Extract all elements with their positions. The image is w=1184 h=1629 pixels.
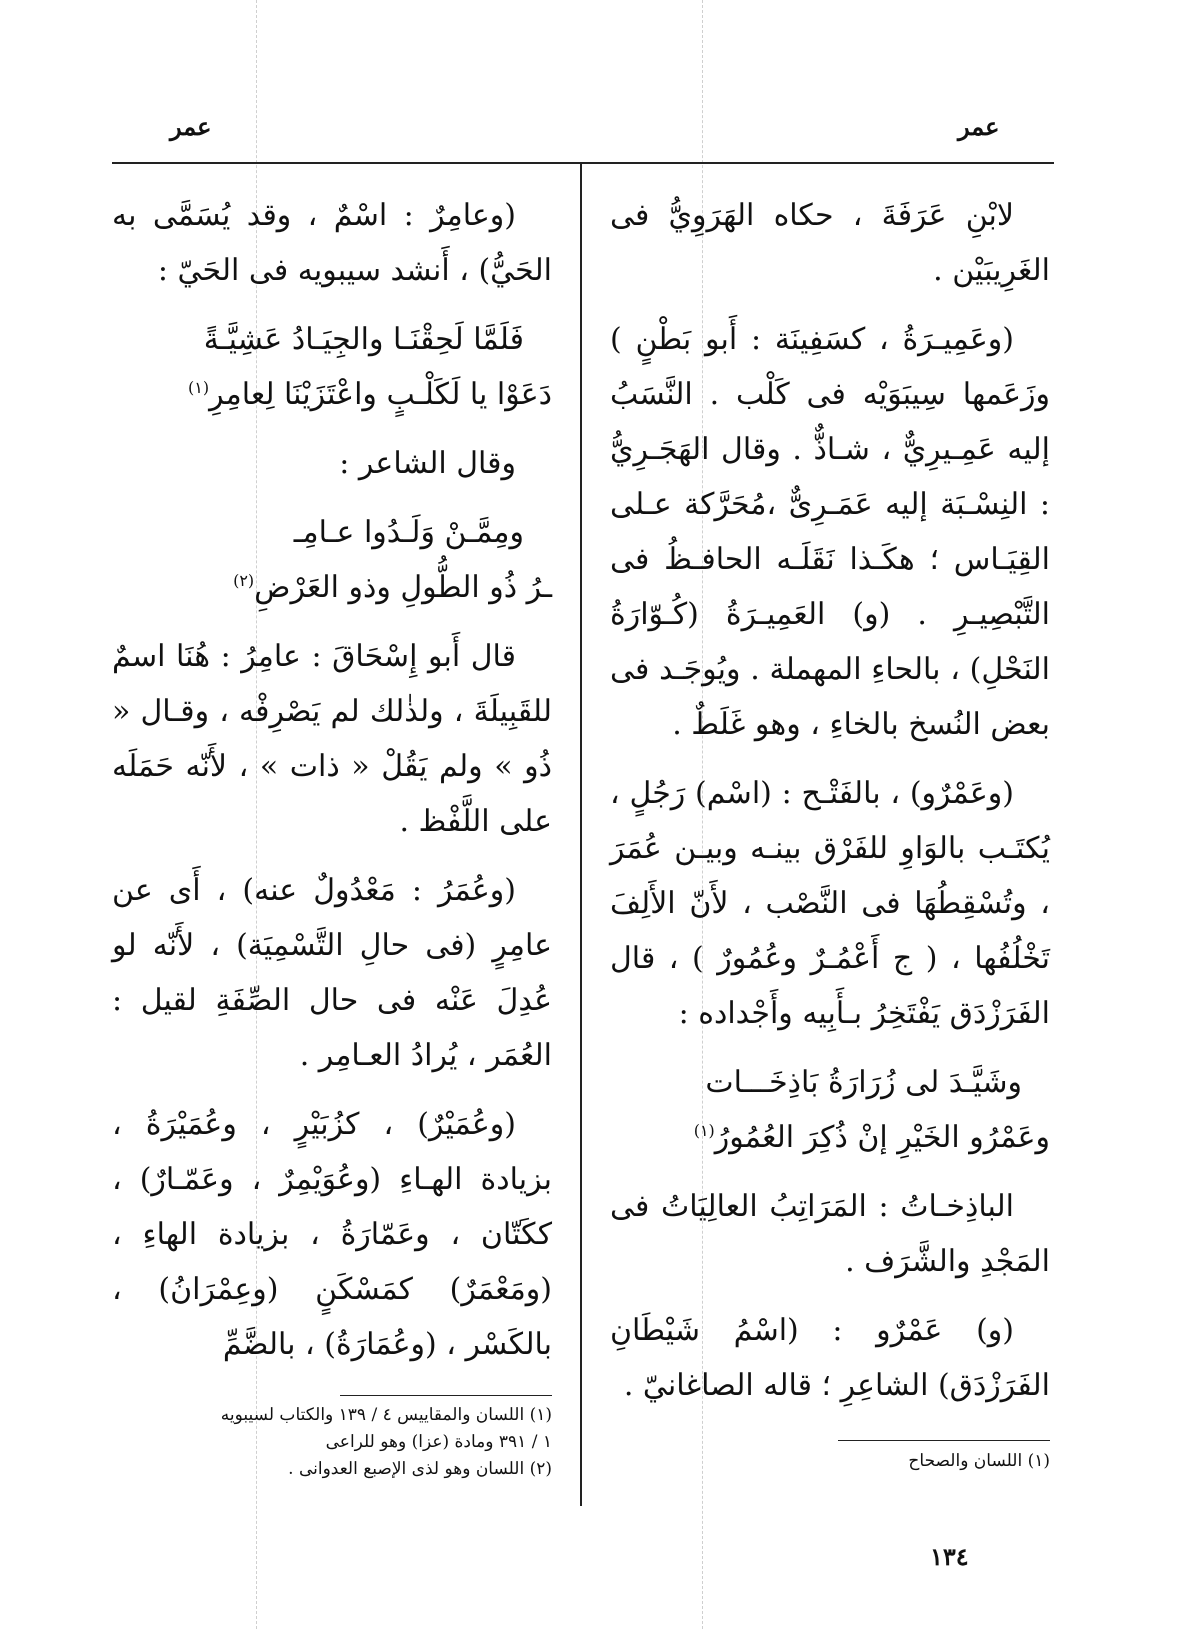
page-number: ١٣٤ — [930, 1542, 969, 1571]
left-paragraph: (وعامِرٌ : اسْمٌ ، وقد يُسَمَّى به الحَيُّ) ، أَنشد سيبويه فى الحَيّ : — [112, 198, 552, 288]
verse-second-text: وعَمْرُو الخَيْرِ إنْ ذُكِرَ العُمُورُ — [714, 1120, 1050, 1155]
left-column — [112, 188, 552, 1386]
verse — [610, 1055, 1050, 1165]
right-paragraph: (و) عَمْرٌو : (اسْمُ شَيْطَانِ الفَرَزْدَق) الشاعِرِ ؛ قاله الصاغانيّ . — [610, 1313, 1050, 1403]
verse-second-hemistich — [112, 560, 552, 615]
footnote-reference: (١) — [188, 378, 210, 397]
footnote-line: (٢) اللسان وهو لذى الإصبع العدوانى . — [288, 1459, 552, 1479]
verse-first-hemistich: وشَيَّـدَ لى زُرَارَةُ بَاذِخَـــات — [705, 1065, 1022, 1100]
verse-second-hemistich — [610, 1110, 1050, 1165]
header-word-right: عمر — [958, 112, 1000, 141]
footnote-reference: (٢) — [233, 571, 255, 590]
footnote-line: (١) اللسان والمقاييس ٤ / ١٣٩ والكتاب لسيبويه — [220, 1405, 552, 1425]
left-paragraph: قال أَبو إِسْحَاقَ : عامِرُ : هُنَا اسمٌ للقَبِيلَةَ ، ولذٰلك لم يَصْرِفْه ، وقـال « ذُو » ولم يَقُلْ « ذات » ، لأَنّه حَمَلَه على اللَّفْظ . — [112, 639, 552, 839]
verse — [112, 312, 552, 422]
verse-first-hemistich: فَلَمَّا لَحِقْنَـا والجِيَـادُ عَشِيَّـةً — [203, 322, 524, 357]
verse — [112, 505, 552, 615]
footnote-rule-left — [340, 1395, 552, 1396]
verse-second-text: ـرُ ذُو الطُّولِ وذو العَرْضِ — [254, 570, 552, 605]
footnotes-right — [610, 1448, 1050, 1475]
footnote-line: ١ / ٣٩١ ومادة (عزا) وهو للراعى — [325, 1432, 552, 1452]
right-column — [610, 188, 1050, 1427]
footnote-reference: (١) — [693, 1121, 715, 1140]
right-paragraph: (وعَمْرٌو) ، بالفَتْـح : (اسْم) رَجُلٍ ، يُكتَـب بالوَاوِ للفَرْق بينـه وبيـن عُمَرَ ، وتُسْقِطُهَا فى النَّصْب ، لأَنّ الأَلِفَ تَخْلُفُها ، ( ج أَعْمُـرٌ وعُمُورٌ ) ، قال الفَرَزْدَق يَفْتَخِرُ بـأَبِيه وأَجْداده : — [610, 776, 1050, 1031]
verse-first-hemistich: ومِمَّـنْ وَلَـدُوا عـامِـ — [293, 515, 524, 550]
column-divider — [580, 163, 582, 1506]
header-word-left: عمر — [170, 112, 212, 141]
footnotes-left — [112, 1402, 552, 1483]
verse-second-hemistich — [112, 367, 552, 422]
right-paragraph: لابْنِ عَرَفَةَ ، حكاه الهَرَوِيُّ فى الغَرِيبَيْن . — [610, 198, 1050, 288]
right-paragraph: (وعَمِيـرَةُ ، كسَفِينَة : أَبو بَطْنٍ ) وزَعَمها سِيبَوَيْه فى كَلْب . النَّسَبُ إليه عَمِـيرِيٌّ ، شـاذٌّ . وقال الهَجَـرِيُّ : النِسْـبَة إليه عَمَـرِىٌّ ،مُحَرَّكة عـلى القِيَـاس ؛ هكَـذا نَقَلَـه الحافـظُ فى التَّبْصِيـرِ . (و) العَمِيـرَةُ (كُـوّارَةُ النَحْلِ) ، بالحاءِ المهملة . ويُوجَـد فى بعض النُسخ بالخاءِ ، وهو غَلَطٌ . — [610, 322, 1050, 742]
footnote-line: (١) اللسان والصحاح — [908, 1451, 1050, 1471]
left-paragraph: (وعُمَيْرٌ) ، كزُبَيْرٍ ، وعُمَيْرَةُ ، بزيادة الهـاءِ (وعُوَيْمِرٌ ، وعَمّـارٌ) ، ككَتّان ، وعَمّارَةُ ، بزيادة الهاءِ ، (ومَعْمَرٌ) كمَسْكَنٍ (وعِمْرَانُ) ، بالكَسْر ، (وعُمَارَةُ) ، بالضَّمِّ — [112, 1107, 552, 1362]
left-paragraph: وقال الشاعر : — [339, 446, 516, 481]
footnote-rule-right — [838, 1440, 1050, 1441]
left-paragraph: (وعُمَرُ : مَعْدُولٌ عنه) ، أَى عن عامِرٍ (فى حالِ التَّسْمِيَة) ، لأَنّه لو عُدِلَ عَنْه فى حال الصِّفَةِ لقيل : العُمَر ، يُرادُ العـامِر . — [112, 873, 552, 1073]
header-rule — [112, 162, 1054, 164]
verse-second-text: دَعَوْا يا لَكَلْـبٍ واعْتَزَيْنَا لِعامِرِ — [209, 377, 552, 412]
right-paragraph: الباذِخـاتُ : المَرَاتِبُ العالِيَاتُ فى المَجْدِ والشَّرَف . — [610, 1189, 1050, 1279]
